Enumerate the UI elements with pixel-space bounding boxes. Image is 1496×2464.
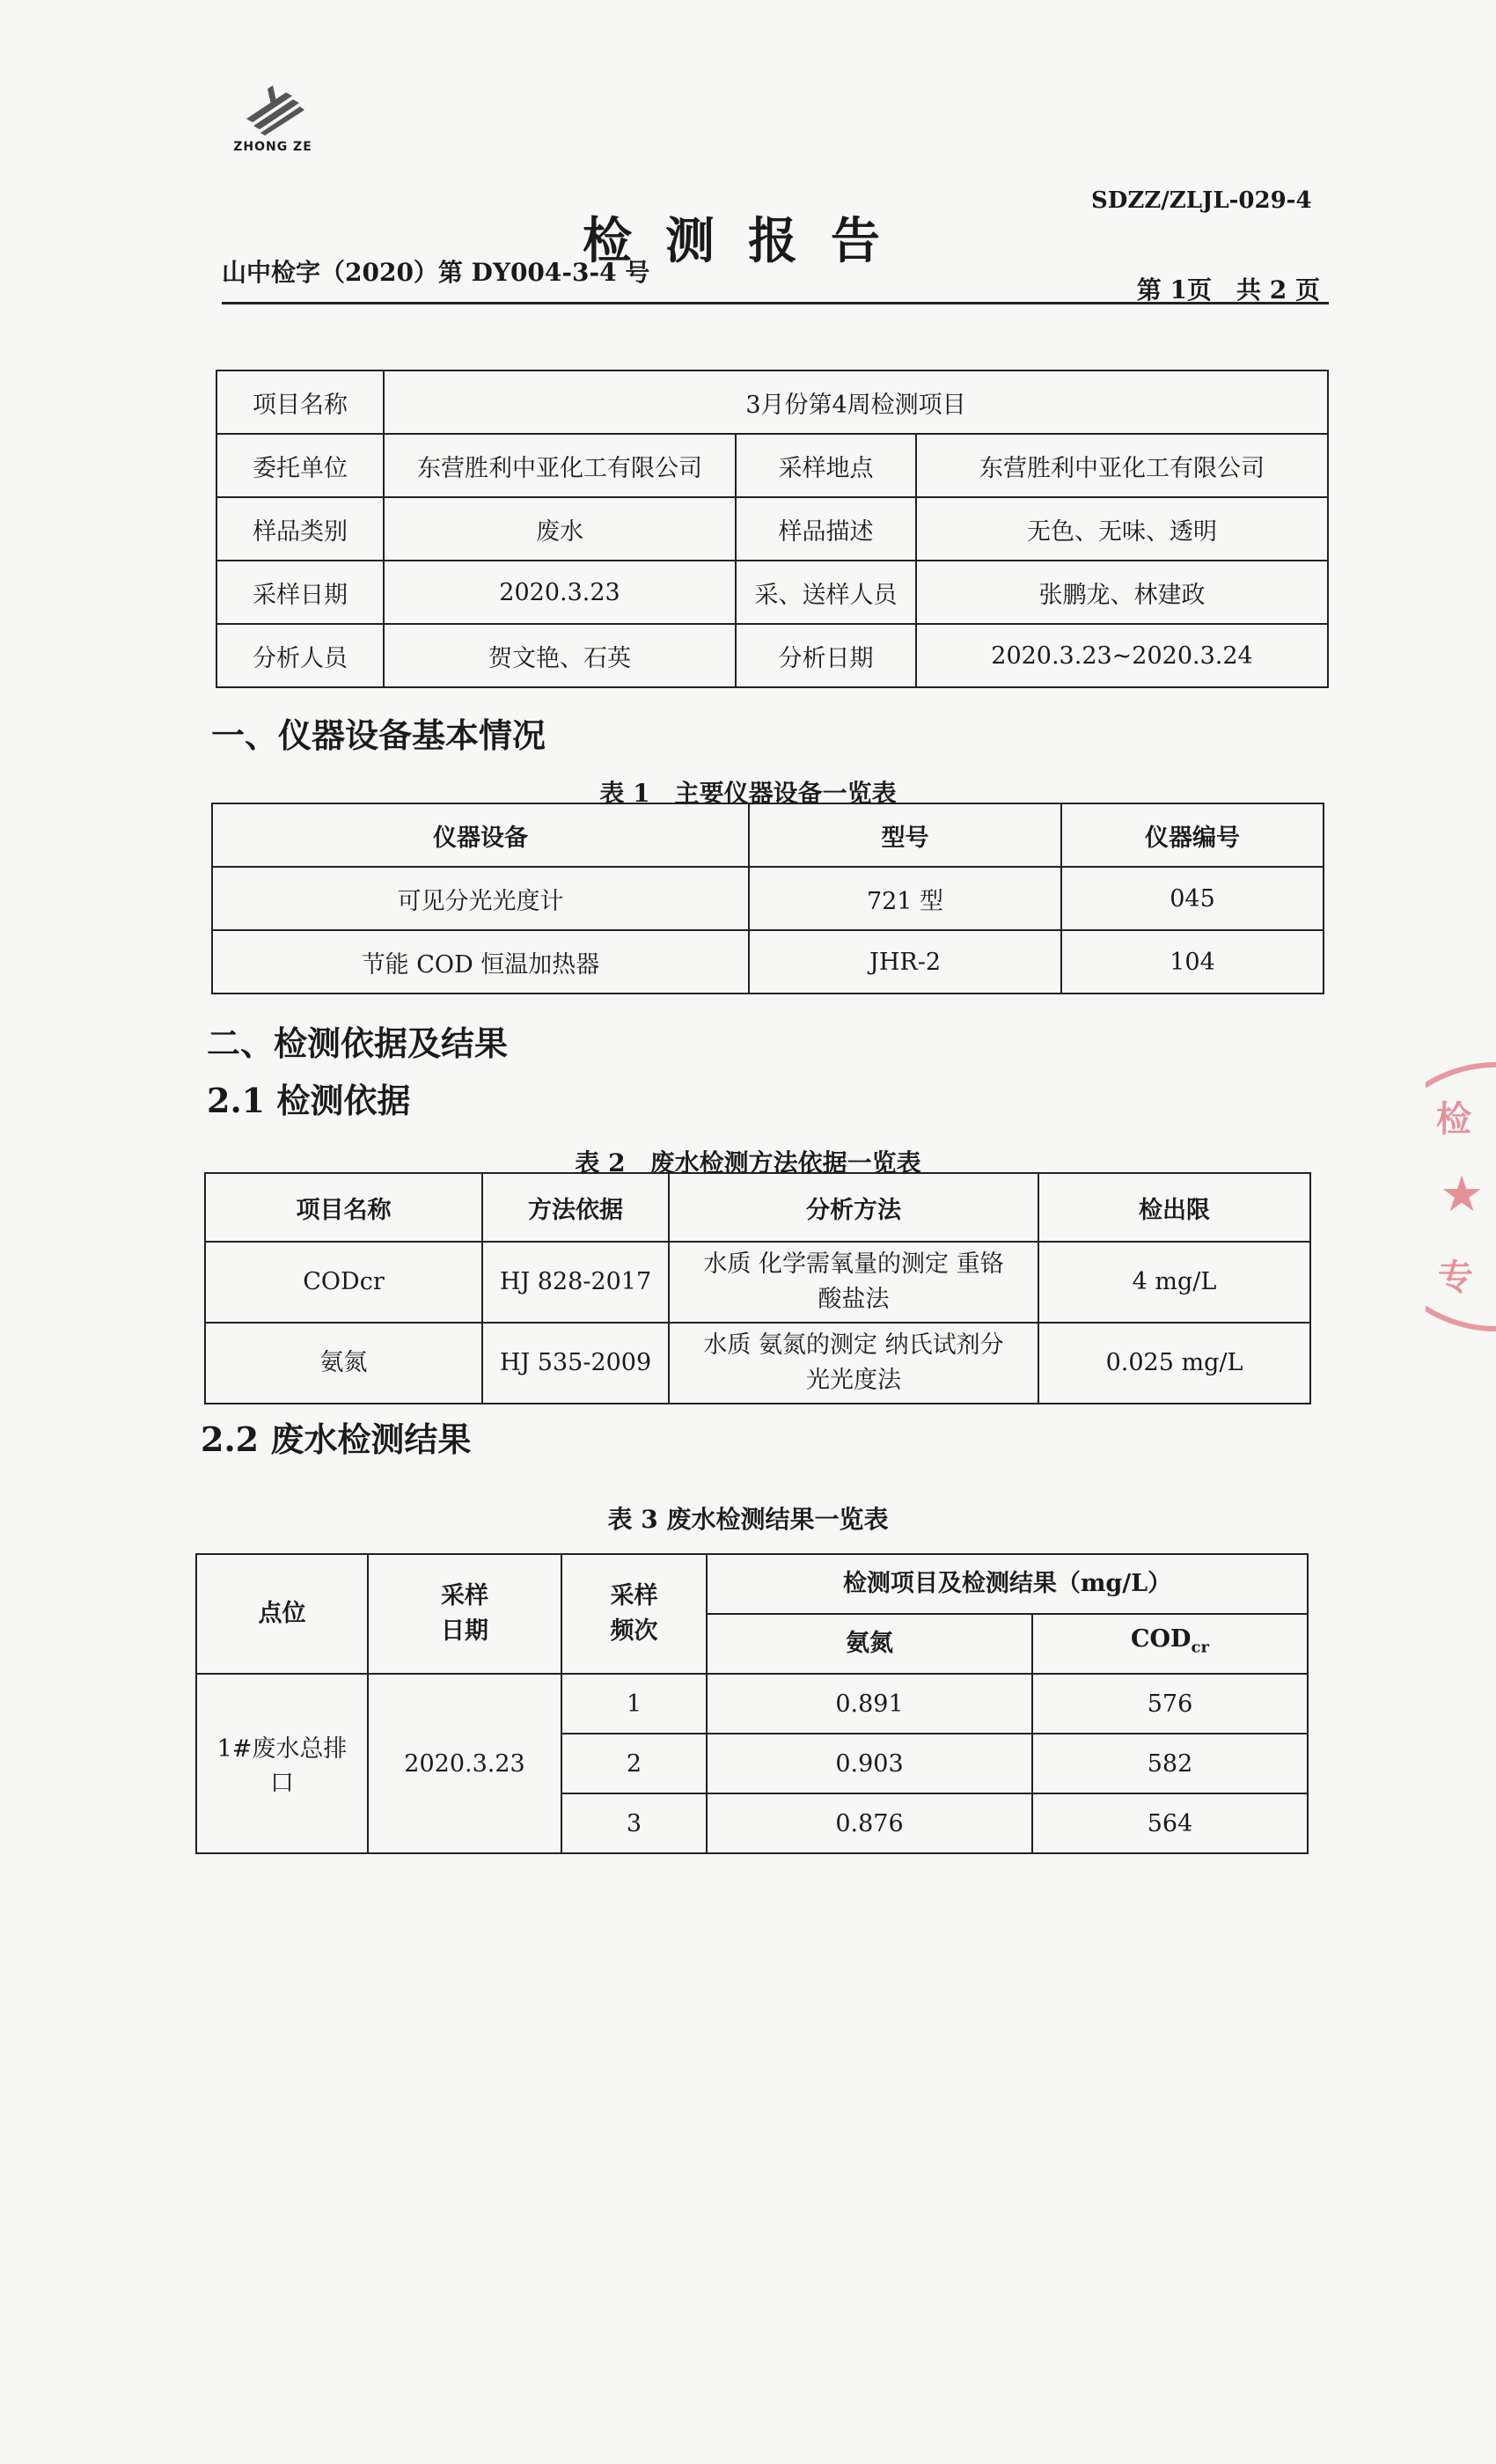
company-logo — [224, 84, 321, 154]
equipment-model: JHR-2 — [749, 930, 1061, 994]
section-2-1-heading: 2.1 检测依据 — [207, 1081, 411, 1120]
method-standard: HJ 535-2009 — [482, 1323, 669, 1404]
equipment-table — [211, 803, 1324, 994]
cod-subscript: cr — [1191, 1638, 1209, 1657]
detection-limit: 4 mg/L — [1038, 1242, 1310, 1323]
section-2-2-heading: 2.2 废水检测结果 — [201, 1419, 472, 1459]
ammonia-value: 0.891 — [707, 1674, 1032, 1734]
report-number: 山中检字（2020）第 DY004-3-4 号 — [222, 258, 650, 287]
table-row — [216, 497, 1328, 561]
equipment-model: 721 型 — [749, 867, 1061, 930]
site-label: 采样地点 — [736, 434, 916, 497]
table-header-row — [205, 1173, 1310, 1242]
analysis-date-value: 2020.3.23~2020.3.24 — [916, 624, 1328, 687]
item-name: CODcr — [205, 1242, 482, 1323]
method-standard: HJ 828-2017 — [482, 1242, 669, 1323]
sample-type-label: 样品类别 — [216, 497, 384, 561]
sampling-date: 2020.3.23 — [368, 1674, 561, 1853]
section-1-heading: 一、仪器设备基本情况 — [211, 715, 546, 755]
star-icon: ★ — [1440, 1166, 1485, 1223]
sample-type-value: 废水 — [384, 497, 736, 561]
frequency: 2 — [561, 1734, 707, 1793]
equipment-name: 可见分光光度计 — [212, 867, 749, 930]
sampler-value: 张鹏龙、林建政 — [916, 561, 1328, 624]
method-table — [204, 1172, 1311, 1404]
point-line: 1#废水总排 — [216, 1735, 348, 1763]
item-name: 氨氮 — [205, 1323, 482, 1404]
column-header: 项目名称 — [205, 1173, 482, 1242]
project-name-label: 项目名称 — [216, 370, 384, 434]
seal-stamp — [1426, 1056, 1496, 1338]
document-code: SDZZ/ZLJL-029-4 — [1091, 187, 1312, 214]
section-2-heading: 二、检测依据及结果 — [207, 1023, 509, 1063]
column-header: 分析方法 — [669, 1173, 1038, 1242]
equipment-id: 045 — [1061, 867, 1324, 930]
equipment-id: 104 — [1061, 930, 1324, 994]
table-3-caption: 表 3 废水检测结果一览表 — [607, 1505, 889, 1534]
cod-value: 576 — [1032, 1674, 1308, 1734]
analyst-label: 分析人员 — [216, 624, 384, 687]
sampler-label: 采、送样人员 — [736, 561, 916, 624]
table-header-row — [212, 803, 1324, 867]
sampling-point — [196, 1674, 368, 1853]
header-line: 日期 — [441, 1617, 488, 1645]
cod-text: COD — [1131, 1625, 1192, 1654]
cod-header — [1032, 1614, 1308, 1674]
table-row — [196, 1674, 1308, 1734]
analysis-method — [669, 1242, 1038, 1323]
sample-desc-label: 样品描述 — [736, 497, 916, 561]
analysis-method-line: 水质 氨氮的测定 纳氏试剂分 — [703, 1331, 1004, 1359]
header-line: 采样 — [610, 1582, 658, 1610]
analysis-method-line: 酸盐法 — [818, 1286, 890, 1313]
logo-text: ZHONG ZE — [233, 140, 312, 154]
table-row — [212, 867, 1324, 930]
stamp-char: 检 — [1436, 1099, 1471, 1140]
header-line: 频次 — [610, 1617, 658, 1645]
cod-value: 582 — [1032, 1734, 1308, 1793]
detection-limit: 0.025 mg/L — [1038, 1323, 1310, 1404]
results-table — [195, 1553, 1309, 1854]
client-label: 委托单位 — [216, 434, 384, 497]
analysis-method — [669, 1323, 1038, 1404]
table-2-caption: 表 2 废水检测方法依据一览表 — [575, 1148, 921, 1177]
sample-date-label: 采样日期 — [216, 561, 384, 624]
column-header: 仪器设备 — [212, 803, 749, 867]
table-row — [216, 561, 1328, 624]
analysis-date-label: 分析日期 — [736, 624, 916, 687]
frequency: 1 — [561, 1674, 707, 1734]
project-name: 3月份第4周检测项目 — [384, 370, 1328, 434]
column-header: 型号 — [749, 803, 1061, 867]
header-line: 采样 — [441, 1582, 488, 1610]
table-row — [216, 434, 1328, 497]
table-row — [216, 370, 1328, 434]
zhongze-logo-icon — [238, 84, 308, 136]
table-row — [216, 624, 1328, 687]
column-header: 检出限 — [1038, 1173, 1310, 1242]
sample-frequency-header — [561, 1554, 707, 1674]
point-header: 点位 — [196, 1554, 368, 1674]
page-number: 第 1页 共 2 页 — [1136, 275, 1320, 304]
column-header: 方法依据 — [482, 1173, 669, 1242]
point-line: 口 — [270, 1770, 294, 1797]
analysis-method-line: 水质 化学需氧量的测定 重铬 — [703, 1250, 1004, 1278]
sample-date-header — [368, 1554, 561, 1674]
ammonia-value: 0.876 — [707, 1793, 1032, 1853]
cod-value: 564 — [1032, 1793, 1308, 1853]
analysis-method-line: 光光度法 — [806, 1367, 901, 1394]
site-value: 东营胜利中亚化工有限公司 — [916, 434, 1328, 497]
table-header-row — [196, 1554, 1308, 1614]
stamp-char: 专 — [1438, 1258, 1473, 1298]
table-row — [205, 1323, 1310, 1404]
page-title: 检测报告 — [583, 212, 913, 270]
results-header: 检测项目及检测结果（mg/L） — [707, 1554, 1308, 1614]
sample-desc-value: 无色、无味、透明 — [916, 497, 1328, 561]
ammonia-header: 氨氮 — [707, 1614, 1032, 1674]
table-1-caption: 表 1 主要仪器设备一览表 — [599, 779, 897, 808]
project-info-table — [216, 370, 1329, 688]
sample-date-value: 2020.3.23 — [384, 561, 736, 624]
equipment-name: 节能 COD 恒温加热器 — [212, 930, 749, 994]
column-header: 仪器编号 — [1061, 803, 1324, 867]
client-value: 东营胜利中亚化工有限公司 — [384, 434, 736, 497]
table-row — [205, 1242, 1310, 1323]
header-divider — [222, 302, 1329, 304]
table-row — [212, 930, 1324, 994]
ammonia-value: 0.903 — [707, 1734, 1032, 1793]
analyst-value: 贺文艳、石英 — [384, 624, 736, 687]
frequency: 3 — [561, 1793, 707, 1853]
